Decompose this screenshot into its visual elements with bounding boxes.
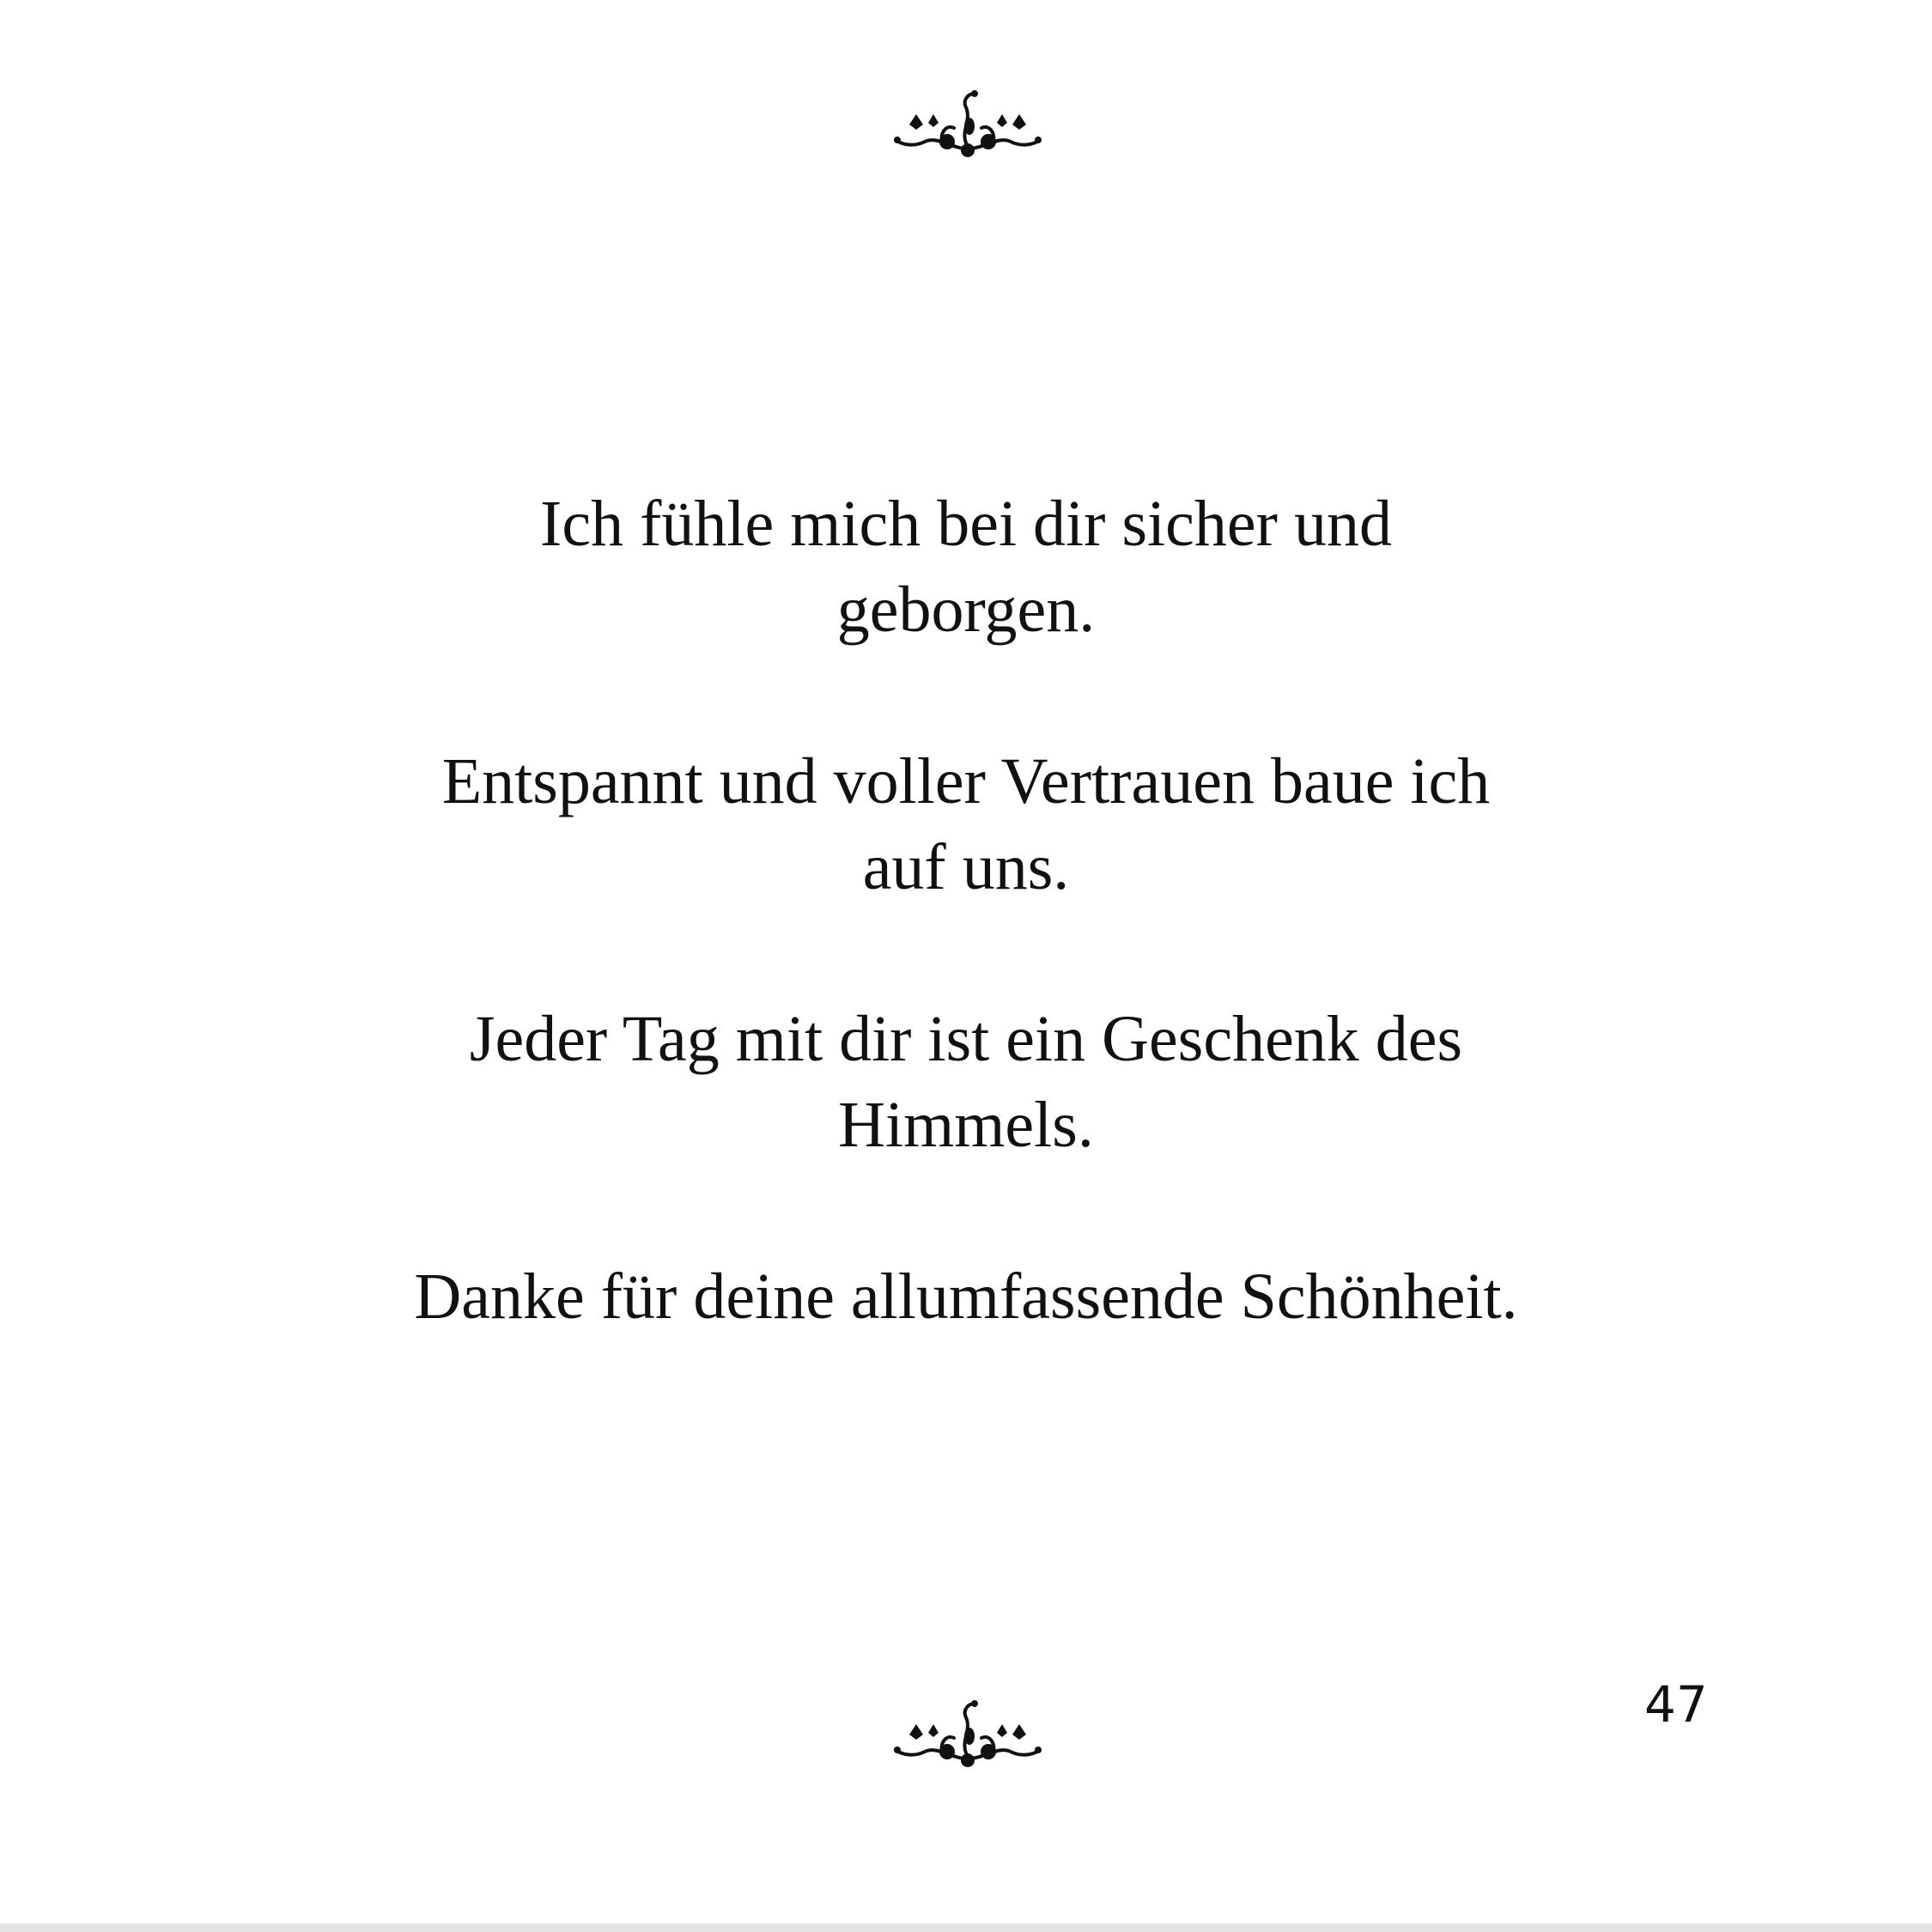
bottom-floral-ornament-icon (890, 1698, 1045, 1776)
stanza-line: Jeder Tag mit dir ist ein Geschenk des (469, 1003, 1463, 1075)
bottom-edge-divider (0, 1923, 1932, 1932)
stanza-line: Entspannt und voller Vertrauen baue ich (441, 745, 1491, 817)
page-number: 47 (1644, 1675, 1708, 1734)
stanza-3 (258, 996, 1674, 1168)
stanza-2 (258, 738, 1674, 910)
stanza-line: auf uns. (862, 831, 1070, 903)
stanza-line: geborgen. (836, 574, 1096, 646)
top-floral-ornament-icon (890, 88, 1045, 166)
poem-text (258, 481, 1674, 1340)
stanza-4 (258, 1254, 1674, 1340)
stanza-line: Himmels. (838, 1089, 1094, 1161)
stanza-line: Danke für deine allumfassende Schönheit. (414, 1261, 1518, 1333)
stanza-1 (258, 481, 1674, 653)
stanza-line: Ich fühle mich bei dir sicher und (540, 488, 1392, 560)
